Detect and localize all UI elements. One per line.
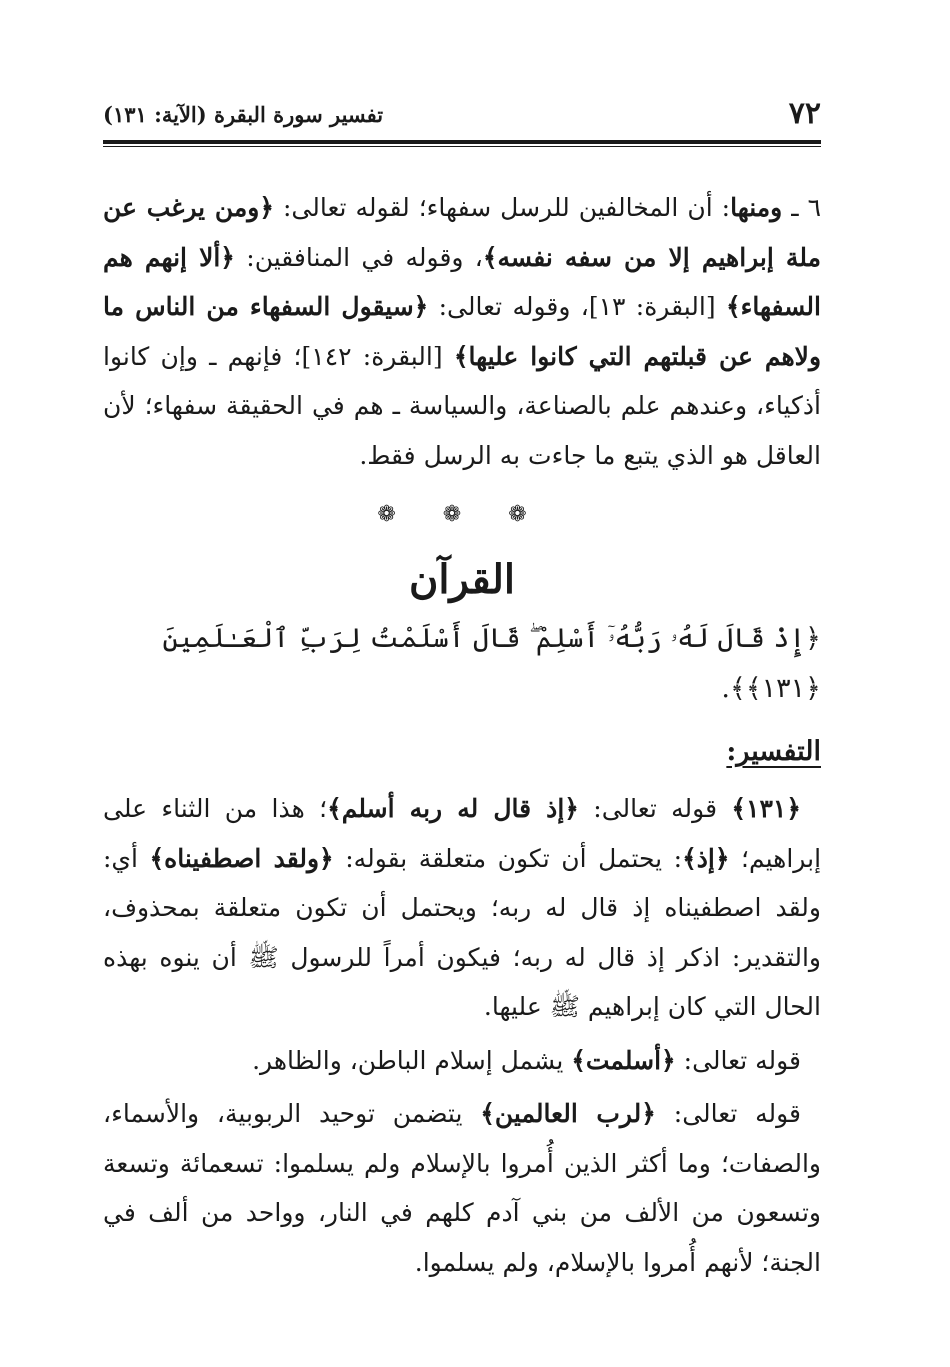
quran-quote: ﴿أسلمت﴾ bbox=[571, 1045, 676, 1075]
text-run: : أن المخالفين للرسل سفهاء؛ لقوله تعالى: bbox=[274, 193, 731, 222]
bold-term: ومنها bbox=[730, 193, 783, 222]
text-run: [البقرة: ١٣]، وقوله تعالى: bbox=[428, 292, 726, 321]
paragraph-rabb-alalamin bbox=[103, 1089, 821, 1287]
quran-quote: ﴿سيقول السفهاء من الناس ما ولاهم عن قبلتهم التي كانوا عليها﴾ bbox=[103, 292, 822, 371]
quran-quote: ﴿إذ قال له ربه أسلم﴾ bbox=[327, 794, 579, 823]
tafsir-heading: التفسير: bbox=[726, 736, 821, 767]
text-run: قوله تعالى: bbox=[675, 1045, 801, 1075]
item-number: ٦ ـ bbox=[782, 193, 822, 222]
quran-quote: ﴿ولقد اصطفيناه﴾ bbox=[149, 843, 334, 873]
paragraph-fools bbox=[103, 183, 821, 480]
quran-verse: ﴿إِذْ قَالَ لَهُۥ رَبُّهُۥٓ أَسْلِمْ ۖ قَالَ أَسْلَمْتُ لِرَبِّ ٱلْعَـٰلَمِينَ ﴿١٣١﴾﴾. bbox=[162, 623, 821, 704]
header-rule bbox=[103, 140, 821, 147]
section-separator: ❁ ❁ ❁ bbox=[377, 502, 547, 527]
quran-quote: ﴿إذ﴾ bbox=[682, 843, 730, 873]
verse-number: ﴿١٣١﴾ bbox=[731, 794, 801, 823]
text-run: ؛ هذا من الثناء على إبراهيم؛ bbox=[103, 794, 822, 873]
book-page bbox=[103, 88, 821, 1287]
text-run: قوله تعالى: bbox=[578, 794, 732, 823]
text-run: أي: ولقد اصطفيناه إذ قال له ربه؛ ويحتمل أن تكون متعلقة بمحذوف، والتقدير: اذكر إذ قال له ربه؛ فيكون أمراً للرسول ﷺ أن ينوه بهذه الحال التي كان إبراهيم ﷺ عليها. bbox=[103, 843, 821, 1021]
paragraph-aslamtu bbox=[103, 1036, 821, 1086]
running-title: تفسير سورة البقرة (الآية: ١٣١) bbox=[103, 102, 384, 127]
text-run: يشمل إسلام الباطن، والظاهر. bbox=[252, 1045, 572, 1075]
text-run: يتضمن توحيد الربوبية، والأسماء، والصفات؛ وما أكثر الذين أُمروا بالإسلام ولم يسلموا: تسعمائة وتسعة وتسعون من الألف من بني آدم كلهم في النار، وواحد من ألف في الجنة؛ لأنهم أُمروا بالإسلام، ولم يسلموا. bbox=[103, 1099, 821, 1277]
text-run: ، وقوله في المنافقين: bbox=[234, 242, 483, 272]
page-number: ٧٢ bbox=[788, 96, 821, 131]
quran-quote: ﴿ألا إنهم هم السفهاء﴾ bbox=[103, 242, 821, 321]
running-head bbox=[103, 88, 821, 140]
text-run: قوله تعالى: bbox=[655, 1099, 801, 1128]
quran-quote: ﴿لرب العالمين﴾ bbox=[480, 1099, 656, 1128]
section-heading: القرآن bbox=[408, 556, 516, 603]
quran-quote: ﴿ومن يرغب عن ملة إبراهيم إلا من سفه نفسه﴾ bbox=[103, 193, 822, 272]
paragraph-verse-131 bbox=[103, 784, 821, 1032]
text-run: : يحتمل أن تكون متعلقة بقوله: bbox=[333, 843, 683, 873]
text-run: [البقرة: ١٤٢]؛ فإنهم ـ وإن كانوا أذكياء، وعندهم علم بالصناعة، والسياسة ـ هم في الحقيقة سفهاء؛ لأن العاقل هو الذي يتبع ما جاءت به الرسل فقط. bbox=[103, 341, 821, 470]
